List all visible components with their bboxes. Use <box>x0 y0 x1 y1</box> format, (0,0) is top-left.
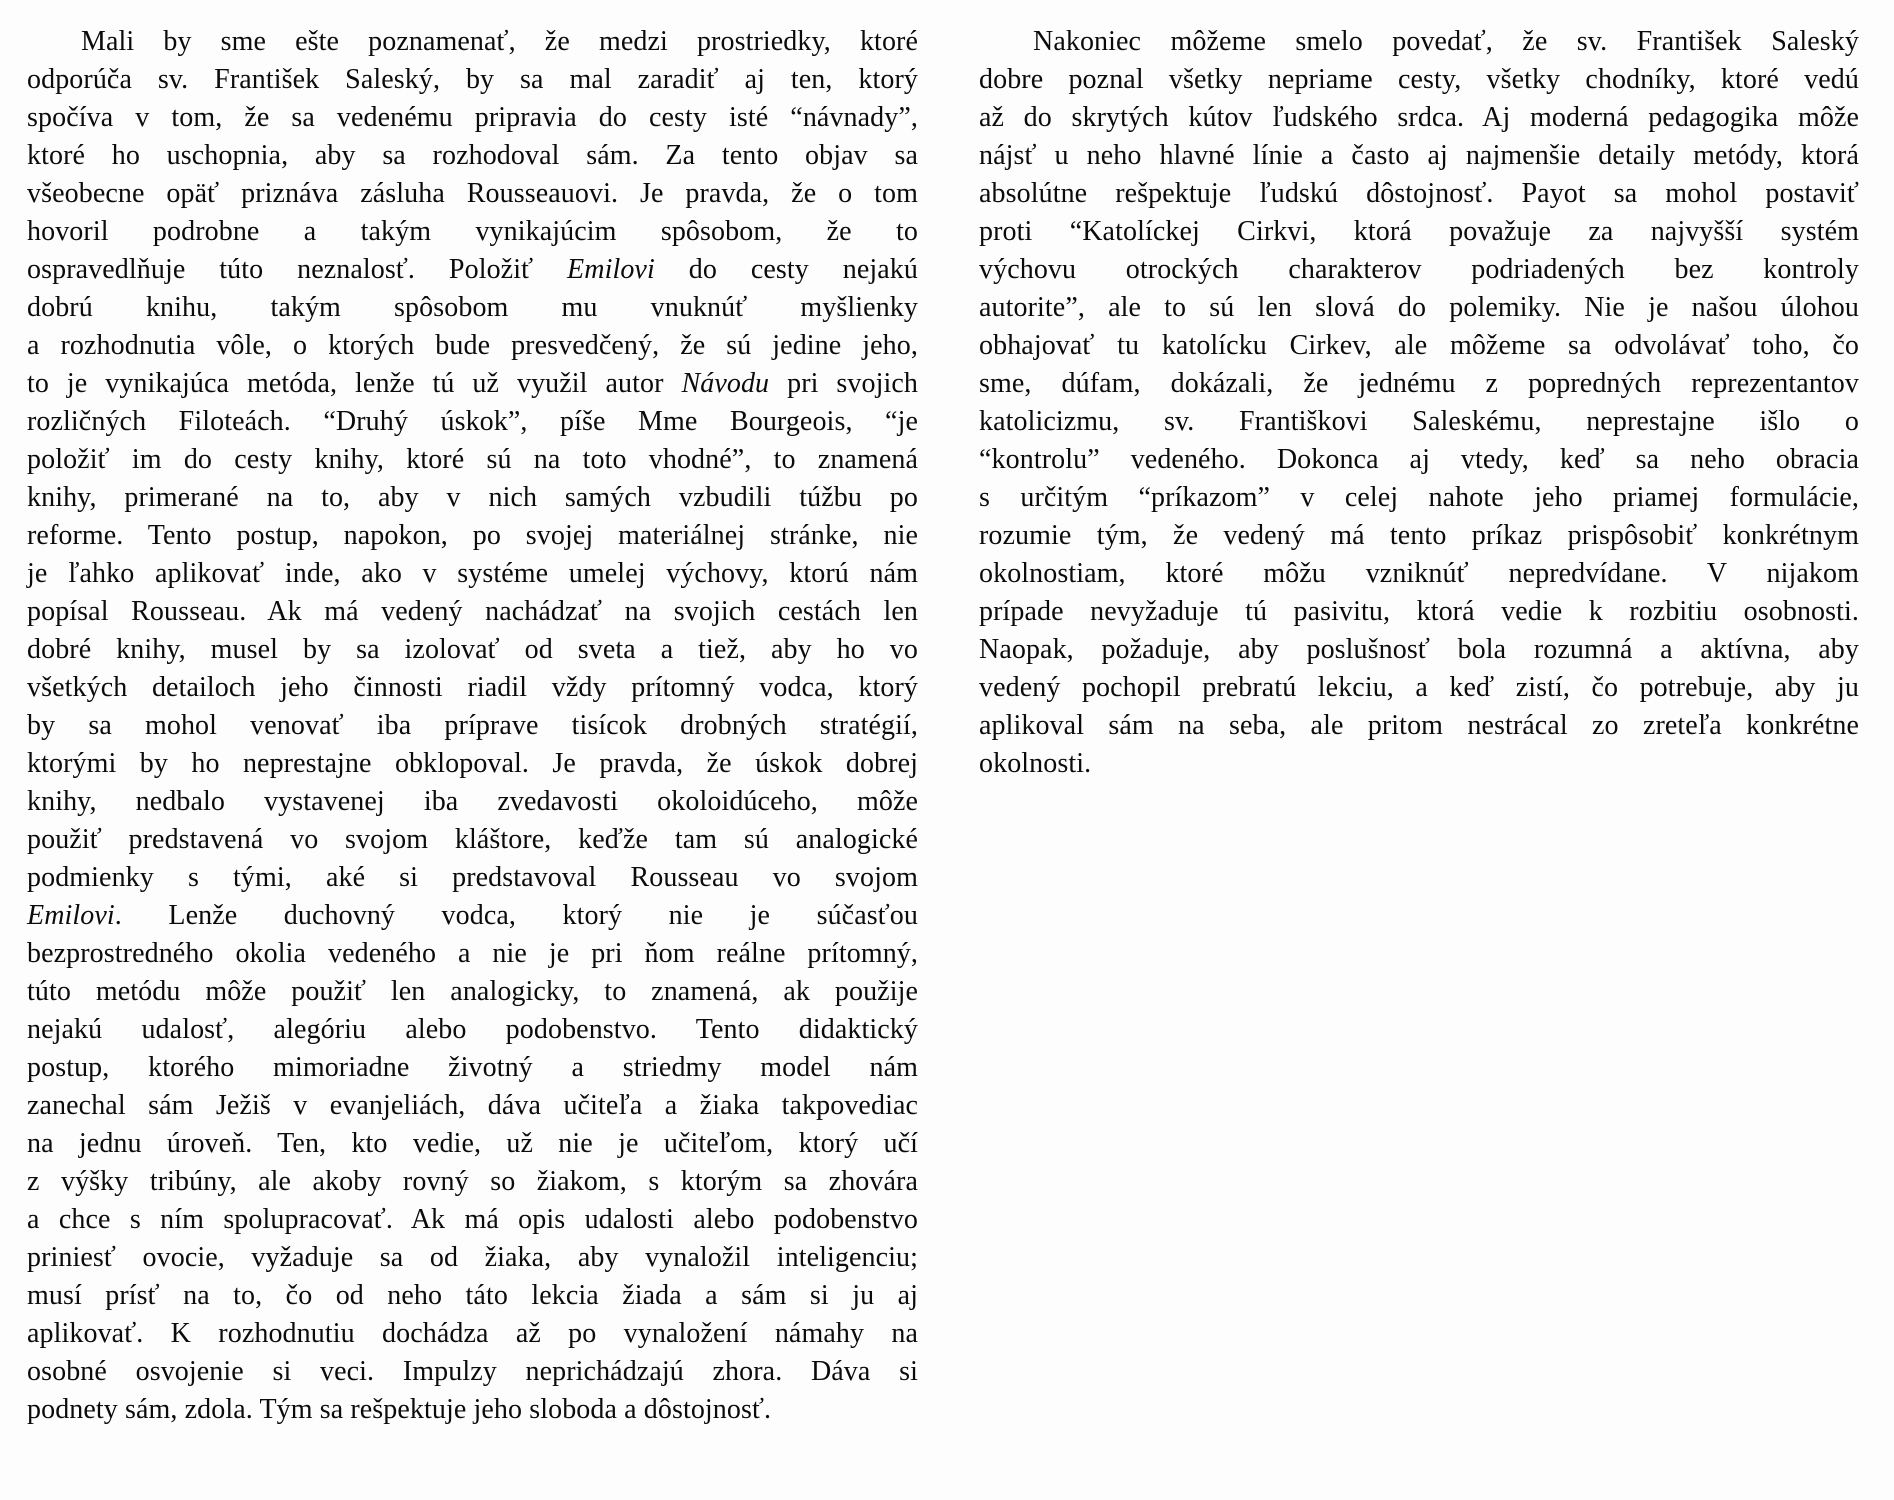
text-segment: až do skrytých kútov ľudského srdca. Aj moderná pedagogika môže <box>979 102 1859 133</box>
text-line <box>27 669 918 707</box>
text-line <box>27 897 918 935</box>
text-segment: knihy, nedbalo vystavenej iba zvedavosti okoloidúceho, môže <box>27 786 918 817</box>
text-segment: položiť im do cesty knihy, ktoré sú na toto vhodné”, to znamená <box>27 444 918 475</box>
text-segment: odporúča sv. František Saleský, by sa mal zaradiť aj ten, ktorý <box>27 64 918 95</box>
text-segment: všeobecne opäť priznáva zásluha Rousseauovi. Je pravda, že o tom <box>27 178 918 209</box>
text-line <box>27 1201 918 1239</box>
italic-book-title: Emilovi <box>27 900 115 931</box>
text-segment: by sa mohol venovať iba príprave tisícok drobných stratégií, <box>27 710 918 741</box>
text-segment: hovoril podrobne a takým vynikajúcim spôsobom, že to <box>27 216 918 247</box>
text-segment: Nakoniec môžeme smelo povedať, že sv. František Saleský <box>1033 26 1859 57</box>
text-segment: podnety sám, zdola. Tým sa rešpektuje jeho sloboda a dôstojnosť. <box>27 1394 772 1425</box>
text-line <box>979 289 1859 327</box>
text-line <box>27 1087 918 1125</box>
text-line <box>27 783 918 821</box>
text-line <box>27 61 918 99</box>
text-segment: spočíva v tom, že sa vedenému pripravia do cesty isté “návnady”, <box>27 102 918 133</box>
text-segment: priniesť ovocie, vyžaduje sa od žiaka, aby vynaložil inteligenciu; <box>27 1242 918 1273</box>
text-line <box>27 973 918 1011</box>
text-line <box>27 479 918 517</box>
text-segment: absolútne rešpektuje ľudskú dôstojnosť. Payot sa mohol postaviť <box>979 178 1859 209</box>
text-line <box>979 441 1859 479</box>
italic-book-title: Návodu <box>681 368 770 399</box>
text-line <box>979 327 1859 365</box>
text-segment: podmienky s tými, aké si predstavoval Rousseau vo svojom <box>27 862 918 893</box>
text-segment: aplikovať. K rozhodnutiu dochádza až po vynaložení námahy na <box>27 1318 918 1349</box>
text-line <box>27 175 918 213</box>
text-segment: na jednu úroveň. Ten, kto vedie, už nie je učiteľom, ktorý učí <box>27 1128 918 1159</box>
text-line <box>27 441 918 479</box>
right-column <box>979 23 1859 783</box>
text-line <box>27 707 918 745</box>
text-segment: túto metódu môže použiť len analogicky, to znamená, ak použije <box>27 976 918 1007</box>
text-line <box>979 403 1859 441</box>
text-line <box>27 137 918 175</box>
text-line <box>27 289 918 327</box>
text-line <box>27 1011 918 1049</box>
text-segment: musí prísť na to, čo od neho táto lekcia žiada a sám si ju aj <box>27 1280 918 1311</box>
text-segment: ospravedlňuje túto neznalosť. Položiť <box>27 254 568 285</box>
text-segment: nejakú udalosť, alegóriu alebo podobenstvo. Tento didaktický <box>27 1014 918 1045</box>
text-line <box>27 631 918 669</box>
text-line <box>27 1353 918 1391</box>
text-segment: pri svojich <box>769 368 919 399</box>
text-segment: nájsť u neho hlavné línie a často aj najmenšie detaily metódy, ktorá <box>979 140 1859 171</box>
text-line <box>27 403 918 441</box>
text-line <box>27 859 918 897</box>
text-segment: popísal Rousseau. Ak má vedený nachádzať na svojich cestách len <box>27 596 918 627</box>
text-line <box>979 517 1859 555</box>
text-segment: reforme. Tento postup, napokon, po svojej materiálnej stránke, nie <box>27 520 918 551</box>
text-line <box>979 175 1859 213</box>
text-line <box>27 1277 918 1315</box>
text-segment: do cesty nejakú <box>654 254 918 285</box>
text-line <box>27 1315 918 1353</box>
text-segment: knihy, primerané na to, aby v nich samých vzbudili túžbu po <box>27 482 918 513</box>
text-line <box>979 61 1859 99</box>
text-line <box>27 821 918 859</box>
text-segment: proti “Katolíckej Cirkvi, ktorá považuje za najvyšší systém <box>979 216 1859 247</box>
text-segment: dobrú knihu, takým spôsobom mu vnuknúť myšlienky <box>27 292 918 323</box>
text-line <box>27 251 918 289</box>
text-segment: dobre poznal všetky nepriame cesty, všetky chodníky, ktoré vedú <box>979 64 1859 95</box>
text-line <box>979 365 1859 403</box>
text-line <box>27 517 918 555</box>
text-line <box>979 631 1859 669</box>
text-segment: vedený pochopil prebratú lekciu, a keď zistí, čo potrebuje, aby ju <box>979 672 1859 703</box>
text-segment: ktoré ho uschopnia, aby sa rozhodoval sám. Za tento objav sa <box>27 140 918 171</box>
text-segment: okolnosti. <box>979 748 1092 779</box>
text-line <box>979 213 1859 251</box>
text-segment: použiť predstavená vo svojom kláštore, keďže tam sú analogické <box>27 824 918 855</box>
text-segment: ktorými by ho neprestajne obklopoval. Je pravda, že úskok dobrej <box>27 748 918 779</box>
text-line <box>27 1163 918 1201</box>
text-line <box>27 327 918 365</box>
text-line <box>979 23 1859 61</box>
italic-book-title: Emilovi <box>567 254 655 285</box>
text-segment: zanechal sám Ježiš v evanjeliách, dáva učiteľa a žiaka takpovediac <box>27 1090 918 1121</box>
text-segment: rozličných Filoteách. “Druhý úskok”, píše Mme Bourgeois, “je <box>27 406 918 437</box>
text-segment: s určitým “príkazom” v celej nahote jeho priamej formulácie, <box>979 482 1859 513</box>
text-segment: obhajovať tu katolícku Cirkev, ale môžeme sa odvolávať toho, čo <box>979 330 1859 361</box>
text-segment: prípade nevyžaduje tú pasivitu, ktorá vedie k rozbitiu osobnosti. <box>979 596 1859 627</box>
text-segment: dobré knihy, musel by sa izolovať od sveta a tiež, aby ho vo <box>27 634 918 665</box>
text-line <box>27 745 918 783</box>
text-line <box>979 137 1859 175</box>
text-segment: osobné osvojenie si veci. Impulzy neprichádzajú zhora. Dáva si <box>27 1356 918 1387</box>
text-line <box>27 213 918 251</box>
text-segment: . Lenže duchovný vodca, ktorý nie je súčasťou <box>114 900 918 931</box>
text-line <box>27 1239 918 1277</box>
text-line <box>27 935 918 973</box>
text-line <box>979 593 1859 631</box>
text-line <box>979 555 1859 593</box>
text-segment: je ľahko aplikovať inde, ako v systéme umelej výchovy, ktorú nám <box>27 558 918 589</box>
text-line <box>27 1125 918 1163</box>
text-segment: a chce s ním spolupracovať. Ak má opis udalosti alebo podobenstvo <box>27 1204 918 1235</box>
text-segment: “kontrolu” vedeného. Dokonca aj vtedy, keď sa neho obracia <box>979 444 1859 475</box>
text-line <box>27 99 918 137</box>
text-segment: Mali by sme ešte poznamenať, že medzi prostriedky, ktoré <box>81 26 918 57</box>
text-line <box>27 23 918 61</box>
text-segment: všetkých detailoch jeho činnosti riadil vždy prítomný vodca, ktorý <box>27 672 918 703</box>
text-line <box>27 593 918 631</box>
text-segment: to je vynikajúca metóda, lenže tú už využil autor <box>27 368 682 399</box>
text-segment: výchovu otrockých charakterov podriadených bez kontroly <box>979 254 1859 285</box>
text-line <box>979 669 1859 707</box>
text-line <box>27 1049 918 1087</box>
text-line <box>27 555 918 593</box>
text-segment: bezprostredného okolia vedeného a nie je pri ňom reálne prítomný, <box>27 938 918 969</box>
text-segment: sme, dúfam, dokázali, že jednému z popredných reprezentantov <box>979 368 1859 399</box>
text-segment: katolicizmu, sv. Františkovi Saleskému, neprestajne išlo o <box>979 406 1859 437</box>
left-column <box>27 23 918 1429</box>
text-line <box>27 365 918 403</box>
text-line <box>979 707 1859 745</box>
text-segment: Naopak, požaduje, aby poslušnosť bola rozumná a aktívna, aby <box>979 634 1859 665</box>
text-segment: a rozhodnutia vôle, o ktorých bude presvedčený, že sú jedine jeho, <box>27 330 918 361</box>
text-line <box>979 99 1859 137</box>
text-line <box>979 745 1859 783</box>
text-segment: z výšky tribúny, ale akoby rovný so žiakom, s ktorým sa zhovára <box>27 1166 918 1197</box>
text-line <box>979 251 1859 289</box>
text-line <box>979 479 1859 517</box>
text-line <box>27 1391 918 1429</box>
text-segment: postup, ktorého mimoriadne životný a striedmy model nám <box>27 1052 918 1083</box>
text-segment: aplikoval sám na seba, ale pritom nestrácal zo zreteľa konkrétne <box>979 710 1859 741</box>
text-segment: autorite”, ale to sú len slová do polemiky. Nie je našou úlohou <box>979 292 1859 323</box>
text-segment: rozumie tým, že vedený má tento príkaz prispôsobiť konkrétnym <box>979 520 1859 551</box>
text-segment: okolnostiam, ktoré môžu vzniknúť nepredvídane. V nijakom <box>979 558 1859 589</box>
